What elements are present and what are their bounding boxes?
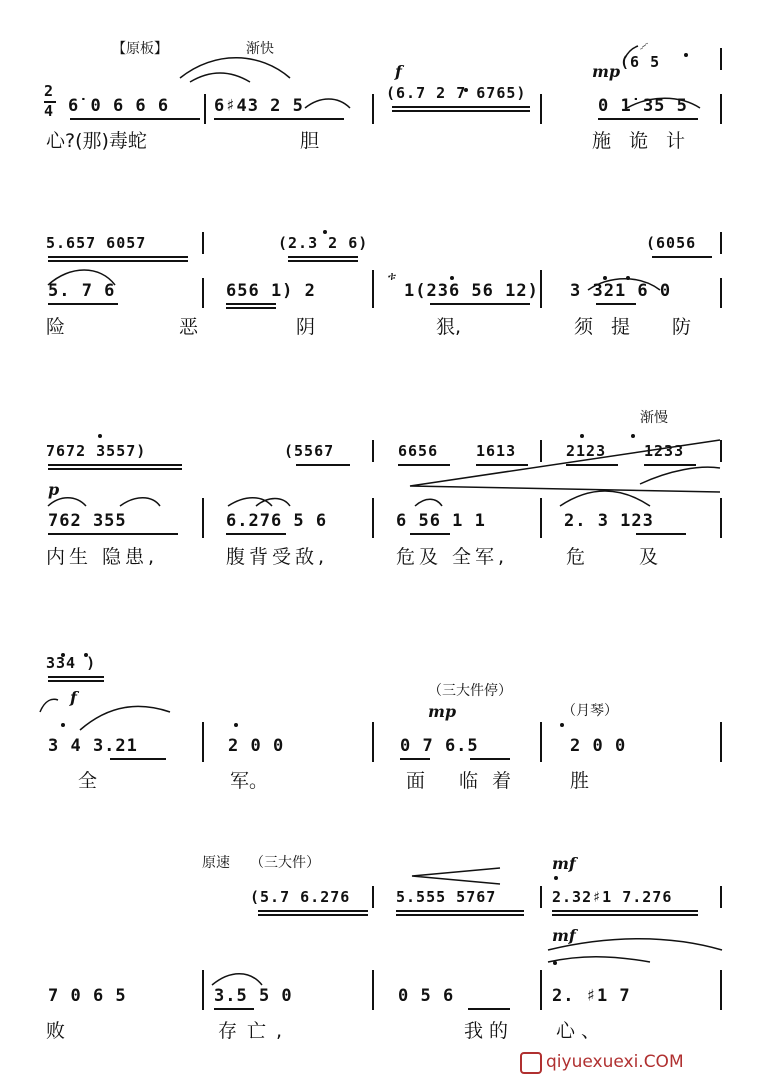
dynamic-mark: p bbox=[48, 480, 60, 499]
bar-line bbox=[372, 270, 374, 308]
bar-line bbox=[720, 722, 722, 762]
bar-line bbox=[720, 886, 722, 908]
accompaniment-line: 1233 bbox=[644, 442, 685, 460]
underline bbox=[226, 533, 286, 535]
melody-line: 2 0 0 bbox=[228, 736, 285, 756]
instrument-note: （三大件） bbox=[250, 855, 320, 871]
bar-line bbox=[372, 498, 374, 538]
underline bbox=[400, 758, 430, 760]
lyric: 阴 bbox=[296, 316, 316, 338]
lyric: 败 bbox=[46, 1020, 66, 1042]
underline bbox=[288, 260, 358, 262]
bar-line bbox=[202, 498, 204, 538]
bar-line bbox=[720, 232, 722, 254]
underline bbox=[396, 910, 524, 912]
melody-line: 762 355 bbox=[48, 511, 127, 531]
melody-line: 2. ♯1 7 bbox=[552, 986, 631, 1006]
slur bbox=[228, 498, 272, 506]
slur bbox=[560, 491, 650, 506]
bar-line bbox=[720, 970, 722, 1010]
bar-line bbox=[372, 722, 374, 762]
slur bbox=[120, 498, 160, 506]
lyric: 我的 bbox=[464, 1020, 515, 1042]
underline bbox=[396, 914, 524, 916]
melody-line: 3.5 5 0 bbox=[214, 986, 293, 1006]
underline bbox=[410, 533, 450, 535]
underline bbox=[468, 1008, 510, 1010]
underline bbox=[48, 468, 182, 470]
underline bbox=[652, 256, 712, 258]
melody-line: 2. 3 123 bbox=[564, 511, 654, 531]
bar-line bbox=[202, 278, 204, 308]
bar-line bbox=[720, 48, 722, 70]
melody-line: 656 1) 2 bbox=[226, 281, 316, 301]
lyric: 狠, bbox=[436, 316, 462, 338]
underline bbox=[566, 464, 618, 466]
grace-mark: ቱ bbox=[388, 269, 397, 283]
underline bbox=[226, 307, 276, 309]
accompaniment-line: 5.657 6057 bbox=[46, 234, 147, 252]
underline bbox=[598, 118, 698, 120]
instrument-note: （三大件停） bbox=[428, 683, 512, 699]
melody-line: 1(236 56 12) bbox=[404, 281, 539, 301]
lyric: 险 恶 bbox=[46, 316, 253, 338]
lyric: 危及 全军, bbox=[396, 546, 509, 568]
slur bbox=[40, 699, 58, 712]
underline bbox=[258, 914, 368, 916]
lyric: 心、 bbox=[556, 1020, 607, 1042]
ornament-mark: 𝆱 bbox=[640, 39, 649, 53]
lyric: 腹背受敌, bbox=[226, 546, 329, 568]
bar-line bbox=[720, 94, 722, 124]
bar-line bbox=[540, 440, 542, 462]
underline bbox=[552, 910, 698, 912]
tempo-mark: 原速 bbox=[202, 855, 230, 871]
underline bbox=[430, 303, 530, 305]
bar-line bbox=[202, 232, 204, 254]
melody-line: 5. 7 6 bbox=[48, 281, 116, 301]
tempo-mark: 渐慢 bbox=[640, 410, 668, 426]
accompaniment-line: (5567 bbox=[284, 442, 335, 460]
underline bbox=[48, 260, 188, 262]
melody-line: 3 321 6 0 bbox=[570, 281, 672, 301]
tempo-mark: 渐快 bbox=[246, 41, 274, 57]
lyric: 面 临着 bbox=[406, 770, 526, 792]
lyric: 存亡, bbox=[218, 1020, 293, 1042]
underline bbox=[392, 110, 530, 112]
dynamic-mark: mf bbox=[552, 854, 576, 873]
slur bbox=[415, 499, 442, 506]
slur bbox=[190, 73, 250, 82]
underline bbox=[470, 758, 510, 760]
underline bbox=[214, 1008, 254, 1010]
lyric: 胜 bbox=[570, 770, 590, 792]
slur bbox=[548, 957, 650, 962]
underline bbox=[288, 256, 358, 258]
lyric: 内生 隐患, bbox=[46, 546, 159, 568]
accompaniment-line: 1613 bbox=[476, 442, 517, 460]
accompaniment-line: 5.555 5767 bbox=[396, 888, 497, 906]
underline bbox=[644, 464, 696, 466]
underline bbox=[226, 303, 276, 305]
time-signature-top: 2 bbox=[44, 82, 55, 100]
lyric: 军。 bbox=[230, 770, 269, 792]
lyric: 危 及 bbox=[566, 546, 683, 568]
underline bbox=[398, 464, 450, 466]
slur bbox=[640, 467, 720, 484]
bar-line bbox=[202, 970, 204, 1010]
dynamic-mark: f bbox=[70, 688, 77, 707]
melody-line: 0 5 6 bbox=[398, 986, 455, 1006]
underline bbox=[296, 464, 350, 466]
lyric: 须提 防 bbox=[574, 316, 710, 338]
underline bbox=[48, 533, 178, 535]
bar-line bbox=[372, 970, 374, 1010]
bar-line bbox=[372, 440, 374, 462]
bar-line bbox=[372, 94, 374, 124]
dynamic-mark: f bbox=[395, 62, 402, 81]
underline bbox=[596, 303, 636, 305]
accompaniment-line: 2123 bbox=[566, 442, 607, 460]
bar-line bbox=[540, 970, 542, 1010]
underline bbox=[48, 464, 182, 466]
bar-line bbox=[720, 440, 722, 462]
melody-line: 6♯43 2 5 bbox=[214, 96, 304, 116]
instrument-note: （月琴） bbox=[562, 703, 618, 719]
bar-line bbox=[204, 94, 206, 124]
melody-line: 6 56 1 1 bbox=[396, 511, 486, 531]
melody-line: 7 0 6 5 bbox=[48, 986, 127, 1006]
time-signature-bottom: 4 bbox=[44, 102, 55, 120]
accompaniment-line: 6656 bbox=[398, 442, 439, 460]
dynamic-mark: mf bbox=[552, 926, 576, 945]
tempo-mark: 【原板】 bbox=[112, 41, 168, 57]
melody-line: 0 7 6.5 bbox=[400, 736, 479, 756]
underline bbox=[476, 464, 528, 466]
melody-line: 6̇ 0 6 6 6 bbox=[68, 96, 170, 116]
accompaniment-line: (6 5 bbox=[620, 53, 661, 71]
slur bbox=[305, 99, 350, 108]
hairpin bbox=[412, 868, 500, 884]
underline bbox=[258, 910, 368, 912]
lyric: 施诡计 bbox=[592, 130, 704, 152]
accompaniment-line: 2.32♯1 7.276 bbox=[552, 888, 673, 906]
accompaniment-line: 7672 3557) bbox=[46, 442, 147, 460]
underline bbox=[48, 256, 188, 258]
accompaniment-line: (5.7 6.276 bbox=[250, 888, 351, 906]
melody-line: 3 4 3.21 bbox=[48, 736, 138, 756]
underline bbox=[110, 758, 166, 760]
slur bbox=[80, 706, 170, 730]
underline bbox=[214, 118, 344, 120]
bar-line bbox=[720, 278, 722, 308]
accompaniment-line: (6.7 2 7 6765) bbox=[386, 84, 527, 102]
bar-line bbox=[202, 722, 204, 762]
accompaniment-line: (6056 bbox=[646, 234, 697, 252]
underline bbox=[48, 680, 104, 682]
melody-line: 6.276 5 6 bbox=[226, 511, 328, 531]
underline bbox=[552, 914, 698, 916]
underline bbox=[48, 303, 118, 305]
lyric: 胆 bbox=[300, 130, 320, 152]
bar-line bbox=[540, 94, 542, 124]
underline bbox=[636, 533, 686, 535]
accompaniment-line: 334 ) bbox=[46, 654, 97, 672]
watermark-text: qiyuexuexi.COM bbox=[546, 1052, 684, 1072]
bar-line bbox=[540, 722, 542, 762]
dynamic-mark: mp bbox=[592, 62, 621, 81]
underline bbox=[48, 676, 104, 678]
underline bbox=[392, 106, 530, 108]
bar-line bbox=[720, 498, 722, 538]
bar-line bbox=[540, 886, 542, 908]
lyric: 全 bbox=[78, 770, 98, 792]
underline bbox=[70, 118, 200, 120]
melody-line: 2 0 0 bbox=[570, 736, 627, 756]
bar-line bbox=[540, 270, 542, 308]
bar-line bbox=[540, 498, 542, 538]
bar-line bbox=[372, 886, 374, 908]
melody-line: 0 1̇ 35 5 bbox=[598, 96, 688, 116]
watermark-logo-icon bbox=[520, 1052, 542, 1074]
accompaniment-line: (2.3 2 6) bbox=[278, 234, 369, 252]
slur bbox=[212, 974, 262, 985]
lyric: 心?(那)毒蛇 bbox=[46, 130, 147, 152]
dynamic-mark: mp bbox=[428, 702, 457, 721]
